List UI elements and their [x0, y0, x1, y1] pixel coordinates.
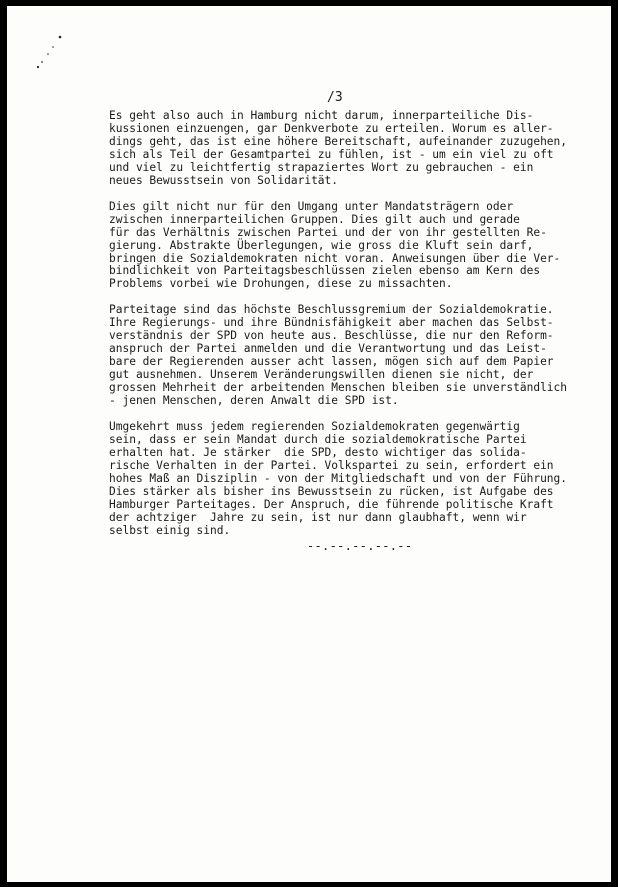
text-line: zwischen innerparteilichen Gruppen. Dies gilt auch und gerade	[109, 212, 520, 226]
text-line: Es geht also auch in Hamburg nicht darum, innerparteiliche Dis-	[109, 109, 534, 122]
text-line: rische Verhalten in der Partei. Volkspartei zu sein, erfordert ein	[109, 458, 554, 472]
text-line: bare der Regierenden ausser acht lassen, mögen sich auf dem Papier	[109, 355, 554, 369]
text-line: sich als Teil der Gesamtpartei zu fühlen, ist - um ein viel zu oft	[109, 147, 554, 161]
text-line: erhalten hat. Je stärker die SPD, desto wichtiger das solida-	[109, 445, 527, 459]
text-line: - jenen Menschen, deren Anwalt die SPD ist.	[109, 394, 399, 408]
text-line: sein, dass er sein Mandat durch die sozialdemokratische Partei	[109, 432, 527, 446]
page-number: /3	[327, 90, 343, 105]
text-line: Ihre Regierungs- und ihre Bündnisfähigkeit aber machen das Selbst-	[109, 316, 554, 330]
paragraph-4	[109, 421, 609, 538]
paragraph-2	[109, 201, 609, 292]
text-line: neues Bewusstsein von Solidarität.	[109, 173, 339, 187]
document-page	[7, 6, 611, 882]
text-line: hohes Maß an Disziplin - von der Mitgliedschaft und von der Führung.	[109, 471, 568, 485]
text-line: selbst einig sind.	[109, 523, 231, 537]
text-line: Problems vorbei wie Drohungen, diese zu missachten.	[109, 277, 453, 291]
text-line: kussionen einzuengen, gar Denkverbote zu erteilen. Worum es aller-	[109, 121, 554, 135]
text-line: verständnis der SPD von heute aus. Beschlüsse, die nur den Reform-	[109, 329, 554, 343]
text-line: dings geht, das ist eine höhere Bereitschaft, aufeinander zuzugehen,	[109, 134, 568, 148]
document-body	[109, 110, 609, 551]
scan-specks	[35, 34, 65, 74]
text-line: gierung. Abstrakte Überlegungen, wie gross die Kluft sein darf,	[109, 238, 534, 252]
text-line: Dies gilt nicht nur für den Umgang unter Mandatsträgern oder	[109, 199, 514, 213]
text-line: Umgekehrt muss jedem regierenden Sozialdemokraten gegenwärtig	[109, 420, 520, 434]
text-line: anspruch der Partei anmelden und die Verantwortung und das Leist-	[109, 342, 547, 356]
text-line: der achtziger Jahre zu sein, ist nur dann glaubhaft, wenn wir	[109, 510, 527, 524]
text-line: Dies stärker als bisher ins Bewusstsein zu rücken, ist Aufgabe des	[109, 484, 554, 498]
paragraph-1	[109, 110, 609, 188]
text-line: bringen die Sozialdemokraten nicht voran. Anweisungen über die Ver-	[109, 251, 561, 265]
text-line: für das Verhältnis zwischen Partei und der von ihr gestellten Re-	[109, 225, 547, 239]
paragraph-3	[109, 304, 609, 408]
text-line: Hamburger Parteitages. Der Anspruch, die führende politische Kraft	[109, 497, 554, 511]
text-line: und viel zu leichtfertig strapaziertes Wort zu gebrauchen - ein	[109, 160, 534, 174]
text-line: Parteitage sind das höchste Beschlussgremium der Sozialdemokratie.	[109, 303, 554, 317]
text-line: grossen Mehrheit der arbeitenden Menschen bleiben sie unverständlich	[109, 381, 568, 395]
text-line: gut ausnehmen. Unserem Veränderungswillen dienen sie nicht, der	[109, 368, 534, 382]
section-separator: --.--.--.--.--	[307, 539, 413, 553]
text-line: bindlichkeit von Parteitagsbeschlüssen zielen ebenso am Kern des	[109, 264, 541, 278]
